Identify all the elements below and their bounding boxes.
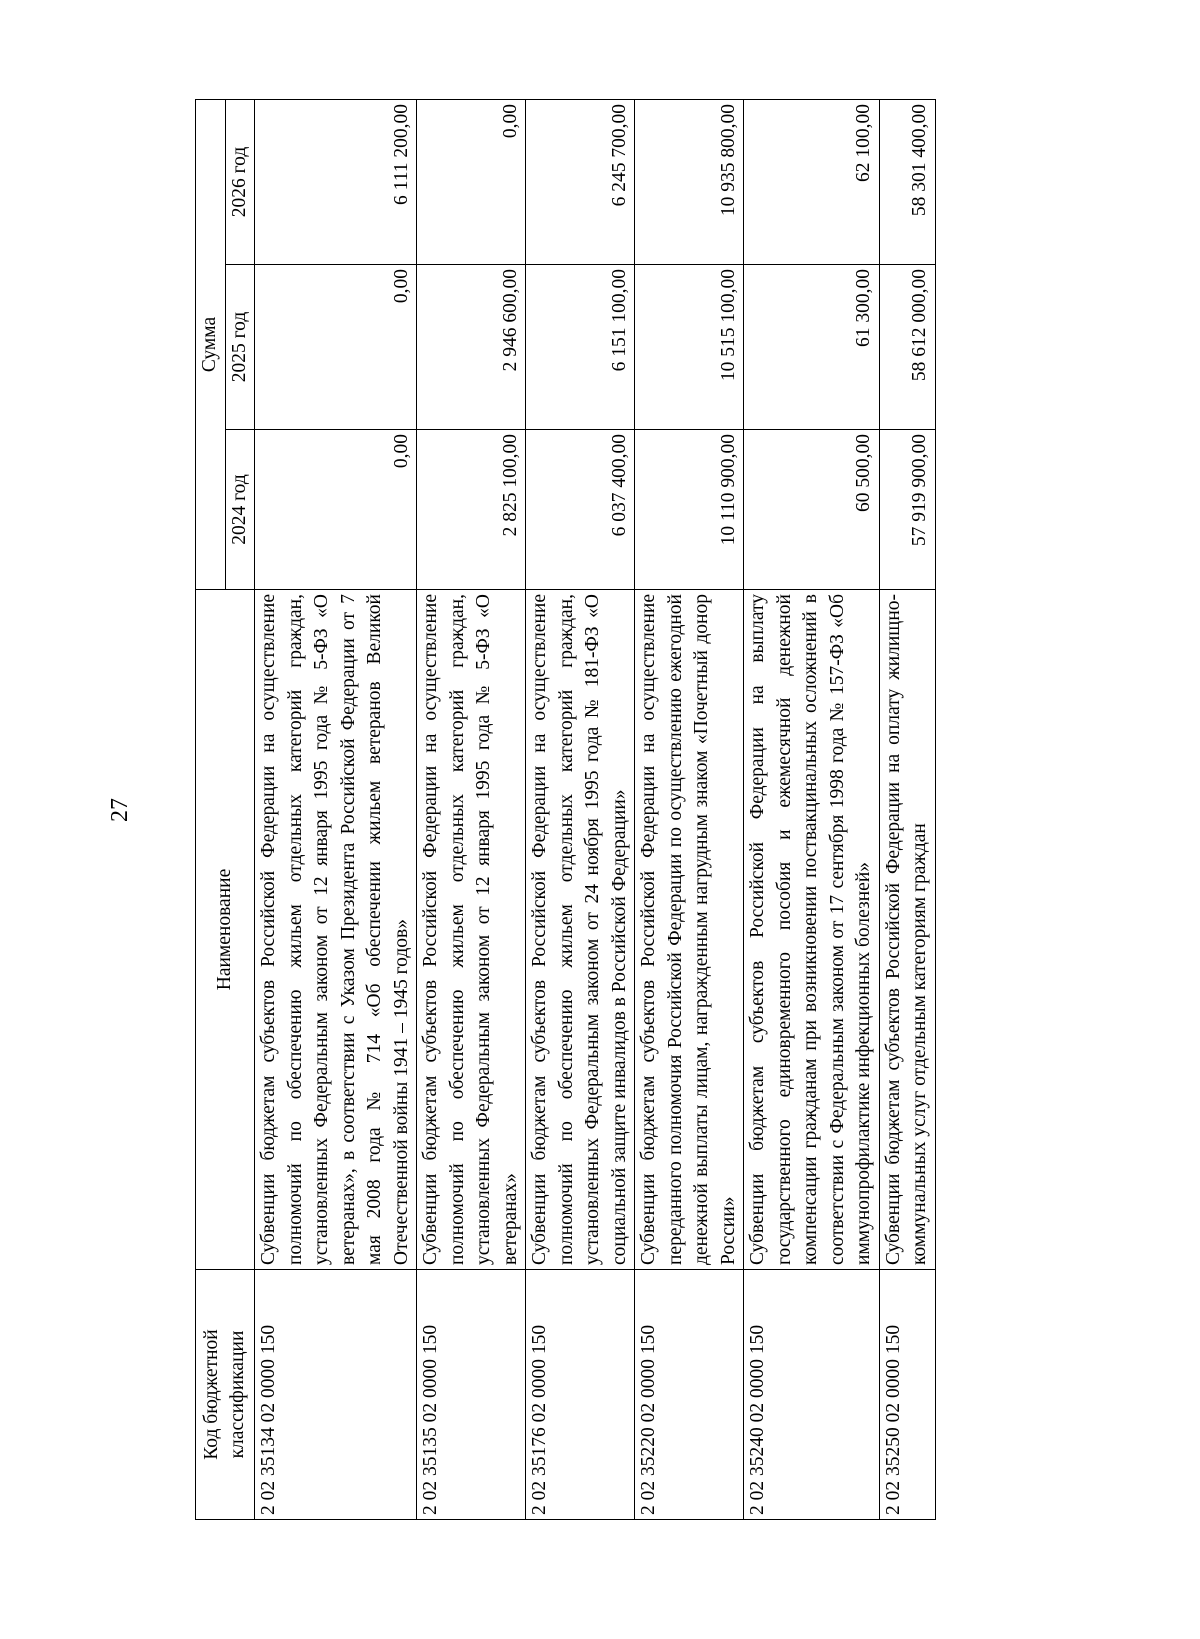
table-row [744,100,880,1520]
row-value-2024: 0,00 [255,430,417,590]
row-value-2026: 6 245 700,00 [526,100,635,265]
page-number: 27 [107,798,133,822]
row-value-2025: 10 515 100,00 [635,265,744,430]
row-value-2025: 61 300,00 [744,265,880,430]
row-value-2025: 2 946 600,00 [417,265,526,430]
table-row [879,100,935,1520]
row-value-2026: 0,00 [417,100,526,265]
header-code: Код бюджетной классификации [196,1270,255,1520]
row-value-2025: 58 612 000,00 [879,265,935,430]
header-year-2025: 2025 год [225,265,255,430]
row-name: Субвенции бюджетам субъектов Российской Федерации на осуществление переданного полномочия Российской Федерации по осуществлению ежегодной денежной выплаты лицам, награжденным нагрудным знаком «Почетный донор России» [635,590,744,1270]
row-value-2025: 6 151 100,00 [526,265,635,430]
row-value-2024: 6 037 400,00 [526,430,635,590]
row-value-2024: 57 919 900,00 [879,430,935,590]
table-row [526,100,635,1520]
row-value-2024: 60 500,00 [744,430,880,590]
row-code: 2 02 35220 02 0000 150 [635,1270,744,1520]
row-code: 2 02 35176 02 0000 150 [526,1270,635,1520]
table-row [417,100,526,1520]
row-code: 2 02 35240 02 0000 150 [744,1270,880,1520]
row-value-2026: 6 111 200,00 [255,100,417,265]
header-year-2024: 2024 год [225,430,255,590]
budget-table [195,99,936,1520]
row-value-2026: 62 100,00 [744,100,880,265]
row-name: Субвенции бюджетам субъектов Российской Федерации на осуществление полномочий по обеспечению жильем отдельных категорий граждан, установленных Федеральным законом от 24 ноября 1995 года № 181-ФЗ «О социальной защите инвалидов в Российской Федерации» [526,590,635,1270]
header-name: Наименование [196,590,255,1270]
row-value-2024: 2 825 100,00 [417,430,526,590]
row-code: 2 02 35134 02 0000 150 [255,1270,417,1520]
header-sum: Сумма [196,100,226,590]
row-code: 2 02 35250 02 0000 150 [879,1270,935,1520]
row-value-2024: 10 110 900,00 [635,430,744,590]
table-row [255,100,417,1520]
rotated-table-wrapper [195,100,1070,1520]
row-name: Субвенции бюджетам субъектов Российской Федерации на осуществление полномочий по обеспечению жильем отдельных категорий граждан, установленных Федеральным законом от 12 января 1995 года № 5-ФЗ «О ветеранах», в соответствии с Указом Президента Российской Федерации от 7 мая 2008 года № 714 «Об обеспечении жильем ветеранов Великой Отечественной войны 1941 – 1945 годов» [255,590,417,1270]
row-value-2026: 10 935 800,00 [635,100,744,265]
row-name: Субвенции бюджетам субъектов Российской Федерации на осуществление полномочий по обеспечению жильем отдельных категорий граждан, установленных Федеральным законом от 12 января 1995 года № 5-ФЗ «О ветеранах» [417,590,526,1270]
row-name: Субвенции бюджетам субъектов Российской Федерации на оплату жилищно-коммунальных услуг отдельным категориям граждан [879,590,935,1270]
header-year-2026: 2026 год [225,100,255,265]
table-row [635,100,744,1520]
row-value-2026: 58 301 400,00 [879,100,935,265]
row-name: Субвенции бюджетам субъектов Российской Федерации на выплату государственного единовременного пособия и ежемесячной денежной компенсации гражданам при возникновении поствакцинальных осложнений в соответствии с Федеральным законом от 17 сентября 1998 года № 157-ФЗ «Об иммунопрофилактике инфекционных болезней» [744,590,880,1270]
row-code: 2 02 35135 02 0000 150 [417,1270,526,1520]
row-value-2025: 0,00 [255,265,417,430]
